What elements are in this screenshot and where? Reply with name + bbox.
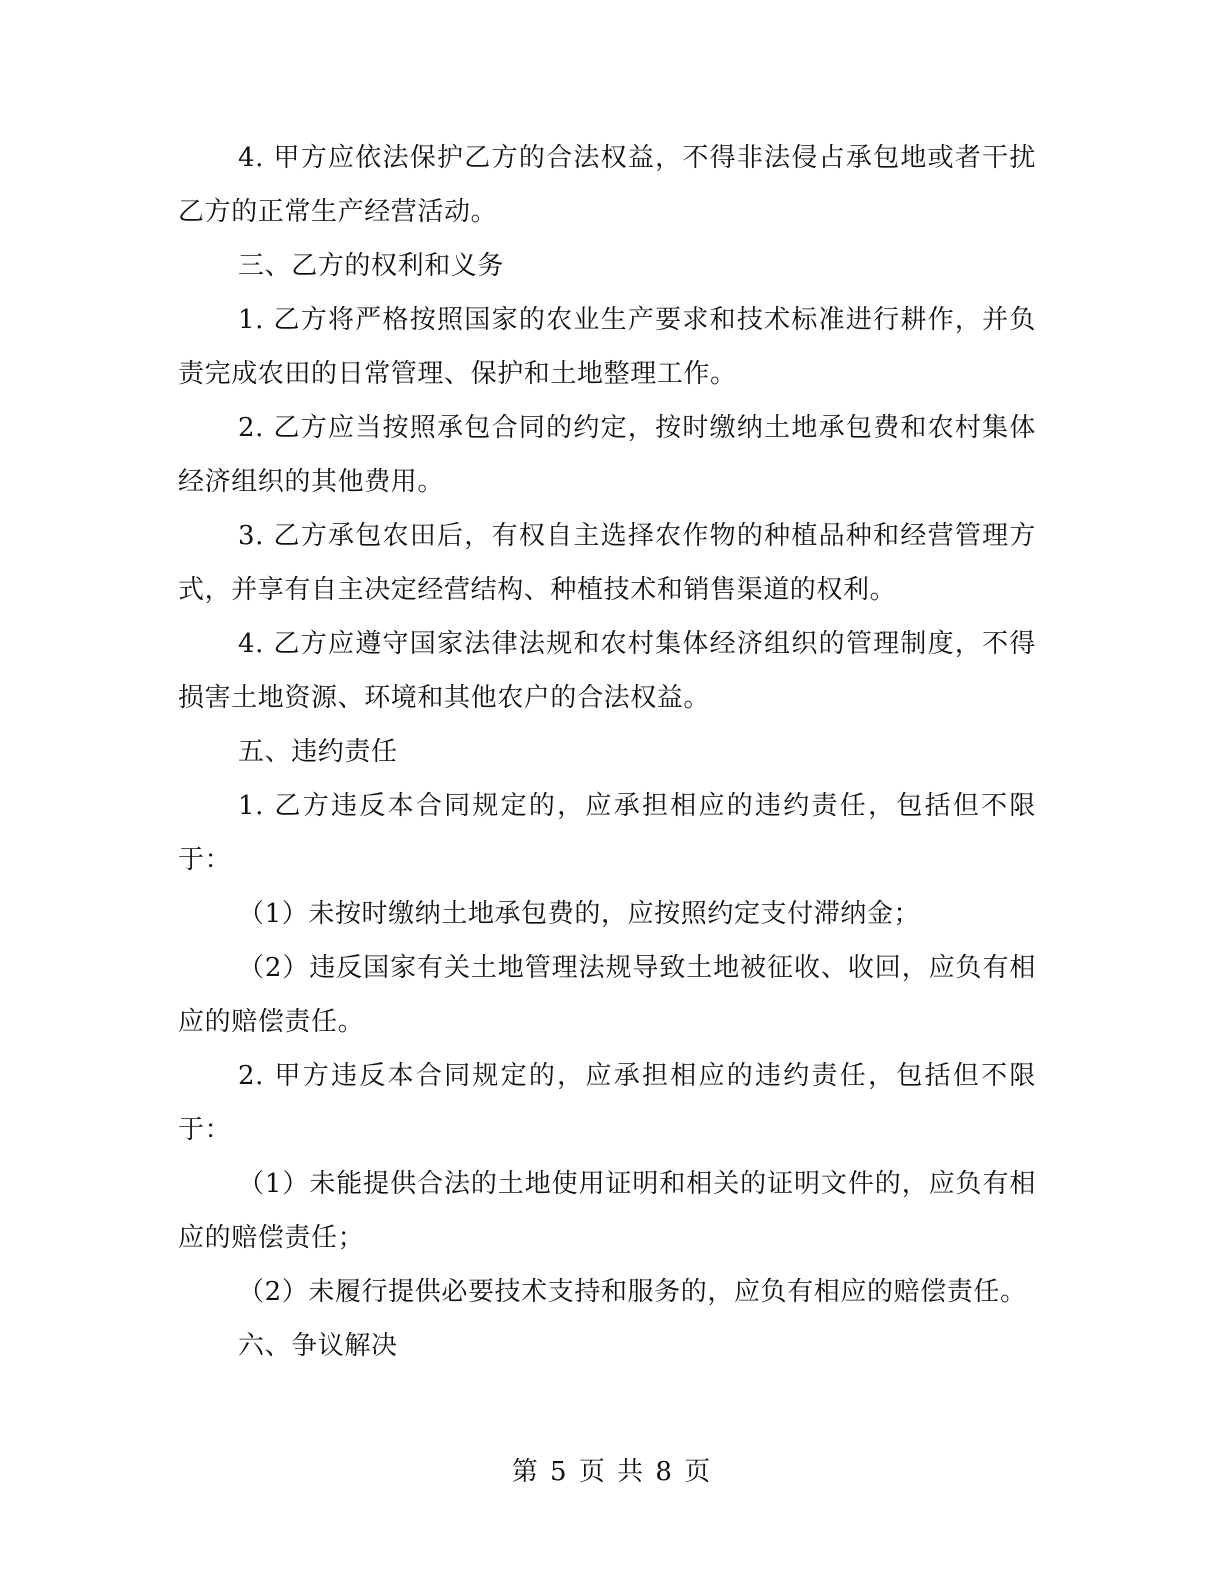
section-heading-3: 三、乙方的权利和义务 bbox=[238, 251, 505, 281]
paragraph-breach-1: 1. 乙方违反本合同规定的，应承担相应的违约责任，包括但不限于： bbox=[178, 791, 1036, 875]
section-heading-5: 五、违约责任 bbox=[238, 737, 398, 767]
paragraph-b-3: 3. 乙方承包农田后，有权自主选择农作物的种植品种和经营管理方式，并享有自主决定经营结构、种植技术和销售渠道的权利。 bbox=[178, 521, 1036, 605]
paragraph-breach-1-item-1: （1）未按时缴纳土地承包费的，应按照约定支付滞纳金； bbox=[238, 899, 921, 929]
section-heading-6: 六、争议解决 bbox=[238, 1331, 398, 1361]
paragraph-b-2: 2. 乙方应当按照承包合同的约定，按时缴纳土地承包费和农村集体经济组织的其他费用。 bbox=[178, 413, 1036, 497]
page-number-footer: 第 5 页 共 8 页 bbox=[511, 1457, 713, 1487]
paragraph-breach-2-item-1: （1）未能提供合法的土地使用证明和相关的证明文件的，应负有相应的赔偿责任； bbox=[178, 1169, 1036, 1253]
paragraph-breach-2-item-2: （2）未履行提供必要技术支持和服务的，应负有相应的赔偿责任。 bbox=[238, 1277, 1027, 1307]
paragraph-a-4: 4. 甲方应依法保护乙方的合法权益，不得非法侵占承包地或者干扰乙方的正常生产经营活动。 bbox=[178, 143, 1036, 227]
paragraph-b-4: 4. 乙方应遵守国家法律法规和农村集体经济组织的管理制度，不得损害土地资源、环境和其他农户的合法权益。 bbox=[178, 629, 1036, 713]
paragraph-breach-2: 2. 甲方违反本合同规定的，应承担相应的违约责任，包括但不限于： bbox=[178, 1061, 1036, 1145]
paragraph-breach-1-item-2: （2）违反国家有关土地管理法规导致土地被征收、收回，应负有相应的赔偿责任。 bbox=[178, 953, 1036, 1037]
document-body bbox=[178, 131, 1036, 1373]
paragraph-b-1: 1. 乙方将严格按照国家的农业生产要求和技术标准进行耕作，并负责完成农田的日常管理、保护和土地整理工作。 bbox=[178, 305, 1036, 389]
